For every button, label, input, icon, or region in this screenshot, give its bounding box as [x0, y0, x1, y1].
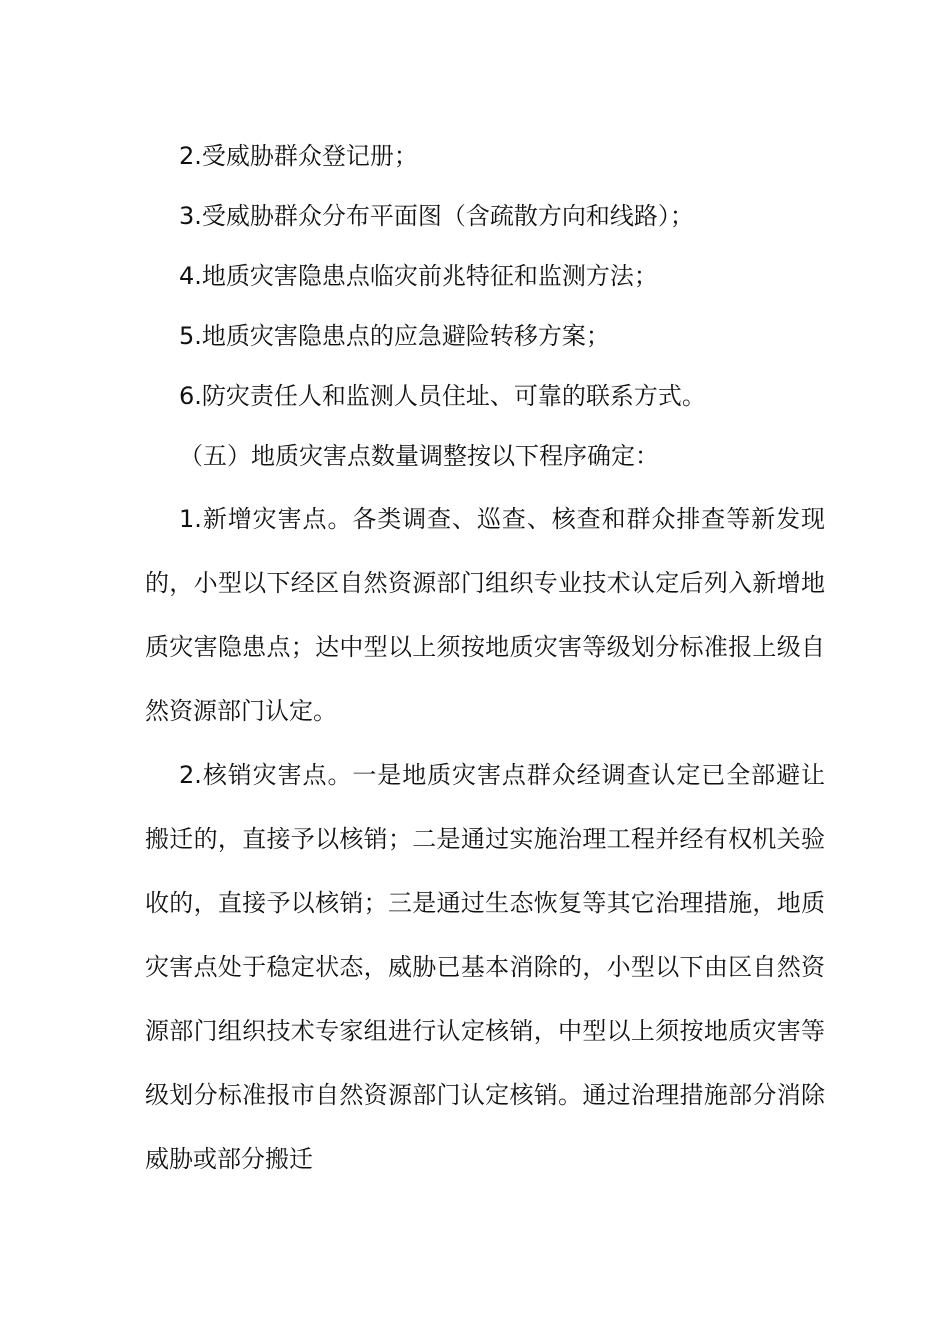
paragraph-new-hazard-points: 1.新增灾害点。各类调查、巡查、核查和群众排查等新发现的，小型以下经区自然资源部门组织专业技术认定后列入新增地质灾害隐患点；达中型以上须按地质灾害等级划分标准报上级自然资源部门认定。 — [145, 505, 825, 725]
document-body — [145, 126, 825, 1191]
list-item-evacuation-plan: 5.地质灾害隐患点的应急避险转移方案； — [179, 322, 610, 350]
list-item-contacts: 6.防灾责任人和监测人员住址、可靠的联系方式。 — [179, 382, 706, 410]
paragraph-cancel-hazard-points: 2.核销灾害点。一是地质灾害点群众经调查认定已全部避让搬迁的，直接予以核销；二是通过实施治理工程并经有权机关验收的，直接予以核销；三是通过生态恢复等其它治理措施，地质灾害点处于稳定状态，威胁已基本消除的，小型以下由区自然资源部门组织技术专家组进行认定核销，中型以上须按地质灾害等级划分标准报市自然资源部门认定核销。通过治理措施部分消除威胁或部分搬迁 — [145, 761, 825, 1173]
section-heading: （五）地质灾害点数量调整按以下程序确定： — [179, 442, 659, 470]
list-item-distribution-map: 3.受威胁群众分布平面图（含疏散方向和线路）； — [179, 202, 694, 230]
list-item-registry: 2.受威胁群众登记册； — [179, 142, 418, 170]
list-item-precursor-monitoring: 4.地质灾害隐患点临灾前兆特征和监测方法； — [179, 262, 658, 290]
